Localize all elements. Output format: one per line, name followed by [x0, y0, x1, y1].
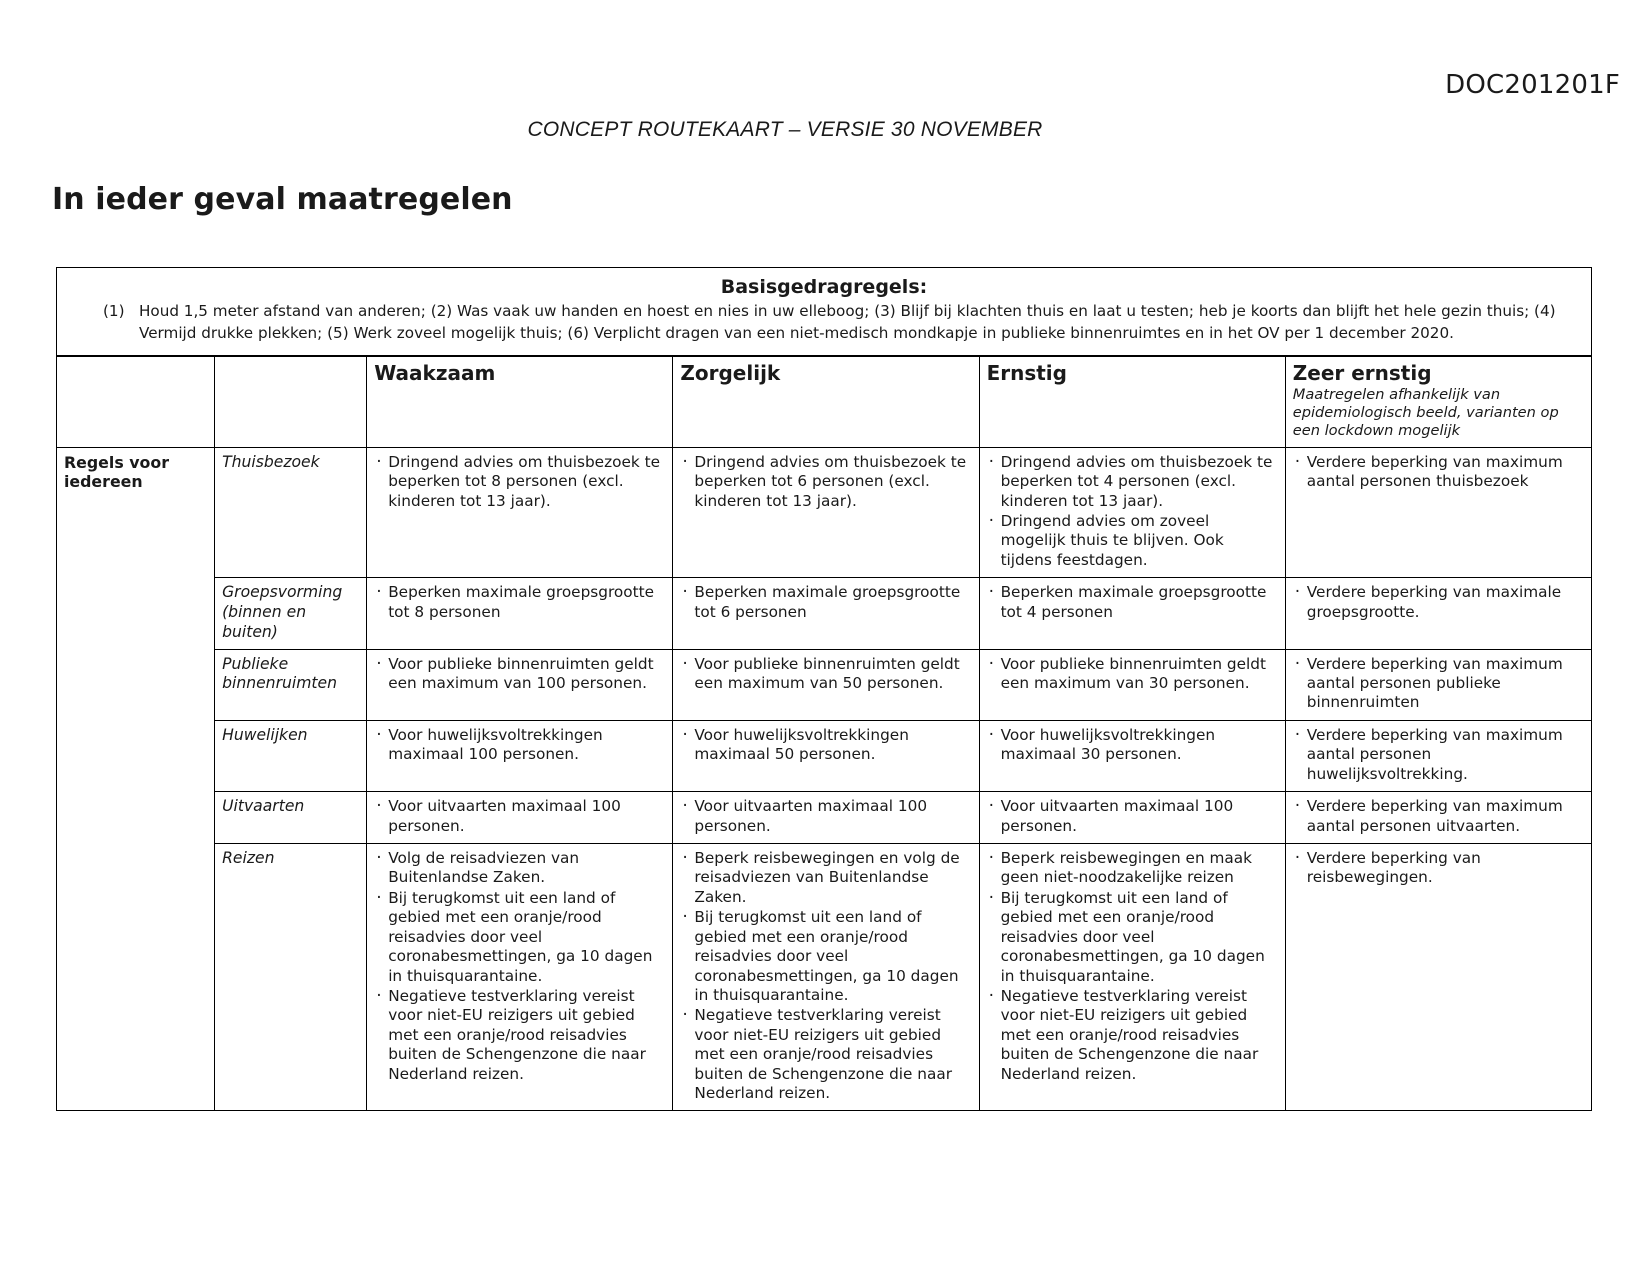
subject-label: Huwelijken — [222, 725, 308, 744]
measure-list — [680, 655, 971, 694]
table-body — [57, 447, 1592, 1111]
measure-item: · Verdere beperking van reisbewegingen. — [1293, 849, 1584, 888]
measure-cell-zorgelijk — [673, 844, 979, 1111]
subject-label: Groepsvorming (binnen en buiten) — [222, 583, 343, 641]
measure-item: · Bij terugkomst uit een land of gebied met een oranje/rood reisadvies door veel coronabesmettingen, ga 10 dagen in thuisquarantaine. — [987, 889, 1278, 986]
measure-list — [680, 583, 971, 622]
subject-cell — [215, 447, 367, 578]
measure-item: · Verdere beperking van maximum aantal personen thuisbezoek — [1293, 453, 1584, 492]
measure-cell-waakzaam — [367, 447, 673, 578]
level-note-zeer-ernstig: Maatregelen afhankelijk van epidemiologisch beeld, varianten op een lockdown mogelijk — [1292, 386, 1559, 440]
table-header-row — [57, 356, 1592, 448]
measure-list — [1293, 849, 1584, 888]
measure-list — [1293, 726, 1584, 784]
measure-item: · Dringend advies om zoveel mogelijk thuis te blijven. Ook tijdens feestdagen. — [987, 512, 1278, 570]
measure-item: · Dringend advies om thuisbezoek te beperken tot 4 personen (excl. kinderen tot 13 jaar). — [987, 453, 1278, 511]
measure-list — [1293, 797, 1584, 836]
basisgedragregels-title: Basisgedragregels: — [720, 276, 928, 298]
measure-list — [987, 583, 1278, 622]
level-name-zorgelijk: Zorgelijk — [680, 361, 781, 385]
subject-cell — [215, 649, 367, 720]
level-name-ernstig: Ernstig — [986, 361, 1067, 385]
measure-cell-ernstig — [979, 720, 1285, 791]
measure-item: · Voor publieke binnenruimten geldt een maximum van 100 personen. — [374, 655, 665, 694]
measure-list — [374, 797, 665, 836]
measure-cell-ernstig — [979, 649, 1285, 720]
header-level-zorgelijk — [673, 356, 979, 448]
level-name-waakzaam: Waakzaam — [374, 361, 496, 385]
measure-item: · Bij terugkomst uit een land of gebied met een oranje/rood reisadvies door veel coronabesmettingen, ga 10 dagen in thuisquarantaine. — [680, 908, 971, 1005]
measure-cell-zeer-ernstig — [1285, 649, 1591, 720]
measure-list — [987, 797, 1278, 836]
measure-cell-ernstig — [979, 844, 1285, 1111]
subject-label: Publieke binnenruimten — [222, 654, 337, 693]
measure-cell-ernstig — [979, 578, 1285, 649]
measure-item: · Beperk reisbewegingen en volg de reisadviezen van Buitenlandse Zaken. — [680, 849, 971, 907]
measure-cell-zorgelijk — [673, 649, 979, 720]
subject-cell — [215, 720, 367, 791]
measure-list — [680, 453, 971, 511]
measure-cell-zeer-ernstig — [1285, 720, 1591, 791]
subject-cell — [215, 792, 367, 844]
measure-item: · Verdere beperking van maximum aantal personen uitvaarten. — [1293, 797, 1584, 836]
measure-item: · Dringend advies om thuisbezoek te beperken tot 6 personen (excl. kinderen tot 13 jaar). — [680, 453, 971, 511]
measure-list — [374, 849, 665, 1084]
measure-item: · Beperken maximale groepsgrootte tot 4 personen — [987, 583, 1278, 622]
measure-list — [374, 726, 665, 765]
table-header — [57, 356, 1592, 448]
table-row — [57, 720, 1592, 791]
measure-item: · Voor huwelijksvoltrekkingen maximaal 50 personen. — [680, 726, 971, 765]
measure-cell-waakzaam — [367, 578, 673, 649]
measure-list — [987, 655, 1278, 694]
subject-cell — [215, 578, 367, 649]
subject-label: Uitvaarten — [222, 797, 305, 816]
measure-list — [680, 797, 971, 836]
table-row — [57, 844, 1592, 1111]
basisgedragregels-body: Houd 1,5 meter afstand van anderen; (2) Was vaak uw handen en hoest en nies in uw elleboog; (3) Blijf bij klachten thuis en laat u testen; heb je koorts dan blijft het hele gezin thuis; (4) Vermijd drukke plekken; (5) Werk zoveel mogelijk thuis; (6) Verplicht dragen van een niet-medisch mondkapje in publieke binnenruimtes en in het OV per 1 december 2020. — [139, 302, 1556, 343]
basisgedragregels-text — [103, 300, 1559, 344]
subject-label: Thuisbezoek — [222, 452, 320, 471]
measure-item: · Voor huwelijksvoltrekkingen maximaal 100 personen. — [374, 726, 665, 765]
measure-item: · Voor uitvaarten maximaal 100 personen. — [987, 797, 1278, 836]
measure-list — [1293, 583, 1584, 622]
header-level-ernstig — [979, 356, 1285, 448]
measure-list — [987, 726, 1278, 765]
measure-list — [680, 849, 971, 1103]
header-corner-subject — [215, 356, 367, 448]
header-corner-category — [57, 356, 215, 448]
measure-cell-zorgelijk — [673, 792, 979, 844]
measure-item: · Dringend advies om thuisbezoek te beperken tot 8 personen (excl. kinderen tot 13 jaar). — [374, 453, 665, 511]
measure-list — [987, 849, 1278, 1084]
document-subtitle: CONCEPT ROUTEKAART – VERSIE 30 NOVEMBER — [527, 118, 1043, 141]
measure-item: · Volg de reisadviezen van Buitenlandse Zaken. — [374, 849, 665, 888]
measure-item: · Verdere beperking van maximale groepsgrootte. — [1293, 583, 1584, 622]
measure-cell-zeer-ernstig — [1285, 792, 1591, 844]
measure-list — [1293, 655, 1584, 713]
measure-cell-waakzaam — [367, 649, 673, 720]
basisgedragregels-box — [56, 267, 1592, 357]
measure-item: · Negatieve testverklaring vereist voor niet-EU reizigers uit gebied met een oranje/rood reisadvies buiten de Schengenzone die naar Nederland reizen. — [987, 987, 1278, 1084]
measure-cell-zorgelijk — [673, 720, 979, 791]
measure-item: · Beperken maximale groepsgrootte tot 8 personen — [374, 583, 665, 622]
measure-cell-zeer-ernstig — [1285, 578, 1591, 649]
measure-list — [680, 726, 971, 765]
category-cell-regels-voor-iedereen — [57, 447, 215, 1111]
measure-list — [987, 453, 1278, 571]
category-label: Regels voor iedereen — [64, 452, 170, 492]
header-level-zeer-ernstig — [1285, 356, 1591, 448]
measure-item: · Voor huwelijksvoltrekkingen maximaal 30 personen. — [987, 726, 1278, 765]
measure-item: · Voor uitvaarten maximaal 100 personen. — [680, 797, 971, 836]
routekaart-table — [56, 355, 1592, 1111]
basisgedragregels-number: (1) — [103, 302, 125, 320]
subject-label: Reizen — [222, 849, 275, 867]
measure-item: · Verdere beperking van maximum aantal personen publieke binnenruimten — [1293, 655, 1584, 713]
measure-list — [374, 655, 665, 694]
table-row — [57, 447, 1592, 578]
measure-item: · Verdere beperking van maximum aantal personen huwelijksvoltrekking. — [1293, 726, 1584, 784]
header-level-waakzaam — [367, 356, 673, 448]
measure-item: · Beperken maximale groepsgrootte tot 6 personen — [680, 583, 971, 622]
measure-cell-ernstig — [979, 792, 1285, 844]
measure-item: · Beperk reisbewegingen en maak geen niet-noodzakelijke reizen — [987, 849, 1278, 888]
measure-item: · Voor uitvaarten maximaal 100 personen. — [374, 797, 665, 836]
measure-cell-waakzaam — [367, 720, 673, 791]
measure-item: · Negatieve testverklaring vereist voor niet-EU reizigers uit gebied met een oranje/rood reisadvies buiten de Schengenzone die naar Nederland reizen. — [374, 987, 665, 1084]
table-row — [57, 578, 1592, 649]
document-id: DOC201201F — [1445, 70, 1620, 100]
measure-item: · Voor publieke binnenruimten geldt een maximum van 30 personen. — [987, 655, 1278, 694]
measure-item: · Voor publieke binnenruimten geldt een maximum van 50 personen. — [680, 655, 971, 694]
measure-cell-ernstig — [979, 447, 1285, 578]
table-row — [57, 649, 1592, 720]
subject-cell — [215, 844, 367, 1111]
measure-list — [1293, 453, 1584, 492]
measure-cell-zeer-ernstig — [1285, 447, 1591, 578]
measure-item: · Bij terugkomst uit een land of gebied met een oranje/rood reisadvies door veel coronabesmettingen, ga 10 dagen in thuisquarantaine. — [374, 889, 665, 986]
measure-list — [374, 583, 665, 622]
page-title: In ieder geval maatregelen — [52, 182, 513, 217]
measure-cell-zorgelijk — [673, 447, 979, 578]
measure-cell-zeer-ernstig — [1285, 844, 1591, 1111]
measure-cell-waakzaam — [367, 844, 673, 1111]
measure-item: · Negatieve testverklaring vereist voor niet-EU reizigers uit gebied met een oranje/rood reisadvies buiten de Schengenzone die naar Nederland reizen. — [680, 1006, 971, 1103]
measure-cell-zorgelijk — [673, 578, 979, 649]
measure-list — [374, 453, 665, 511]
level-name-zeer-ernstig: Zeer ernstig — [1292, 361, 1432, 385]
measure-cell-waakzaam — [367, 792, 673, 844]
table-row — [57, 792, 1592, 844]
